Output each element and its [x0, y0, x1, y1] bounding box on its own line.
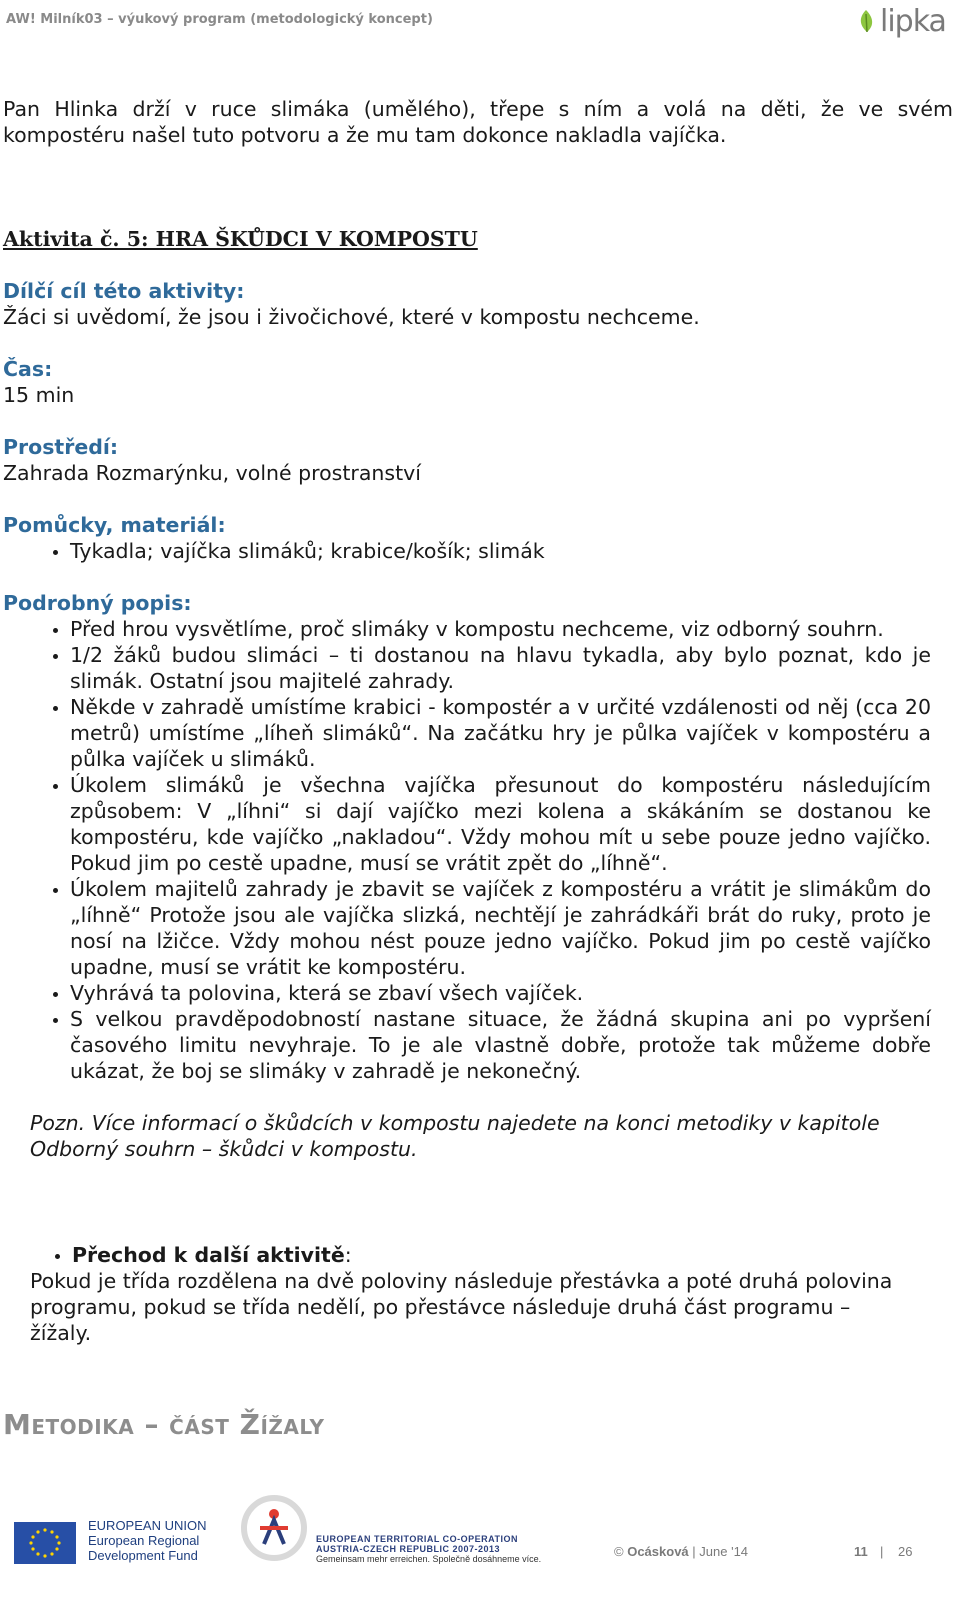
materials-label: Pomůcky, materiál:: [3, 513, 226, 537]
etc-line-1: EUROPEAN TERRITORIAL CO-OPERATION: [316, 1534, 519, 1544]
goal-text: Žáci si uvědomí, že jsou i živočichové, které v kompostu nechceme.: [3, 305, 700, 329]
lipka-logo: [852, 4, 948, 44]
environment-label: Prostředí:: [3, 435, 119, 459]
description-section: [3, 590, 953, 1084]
list-item: • Úkolem majitelů zahrady je zbavit se vajíček z kompostéru a vrátit je slimákům do „líhně“ Protože jsou ale vajíčka slizká, nechtějí je zahrádkáři brát do ruky, proto je nosí na lžičce. Vždy mohou nést pouze jedno vajíčko. Pokud jim po cestě vajíčko upadne, musí se vrátit ke kompostéru.: [70, 876, 953, 980]
page-info: [614, 1544, 948, 1559]
list-item: • Někde v zahradě umístíme krabici - kompostér a v určité vzdálenosti od něj (cca 20 metrů) umístíme „líheň slimáků“. Na začátku hry je půlka vajíček v kompostéru a půlka vajíček u slimáků.: [70, 694, 953, 772]
transition-text: Pokud je třída rozdělena na dvě poloviny následuje přestávka a poté druhá polovina programu, pokud se třída nedělí, po přestávce následuje druhá část programu – žížaly.: [30, 1269, 893, 1345]
list-item: • 1/2 žáků budou slimáci – ti dostanou na hlavu tykadla, aby bylo poznat, kdo je slimák. Ostatní jsou majitelé zahrady.: [70, 642, 953, 694]
footer-date: June '14: [699, 1544, 749, 1559]
eu-line-2: European Regional: [88, 1533, 200, 1548]
materials-section: [3, 512, 953, 564]
list-item: • Tykadla; vajíčka slimáků; krabice/košík; slimák: [70, 538, 953, 564]
cooperation-logo-icon: [234, 1484, 314, 1564]
etc-text: [316, 1534, 541, 1564]
materials-list: [3, 538, 953, 564]
page-number: 11: [854, 1544, 868, 1559]
transition-list: [3, 1242, 953, 1268]
eu-fund-text: [88, 1518, 206, 1563]
time-label: Čas:: [3, 357, 53, 381]
list-item: • Před hrou vysvětlíme, proč slimáky v kompostu nechceme, viz odborný souhrn.: [70, 616, 953, 642]
eu-line-1: EUROPEAN UNION: [88, 1518, 207, 1533]
list-item: • S velkou pravděpodobností nastane situace, že žádná skupina ani po vypršení časového limitu nevyhraje. To je ale vlastně dobře, protože tak můžeme dobře ukázat, že boj se slimáky v zahradě je nekonečný.: [70, 1006, 953, 1084]
list-item: • Vyhrává ta polovina, která se zbaví všech vajíček.: [70, 980, 953, 1006]
goal-section: [3, 278, 953, 330]
author: Ocásková: [627, 1544, 689, 1559]
transition-colon: :: [344, 1243, 352, 1267]
transition-item: [72, 1242, 953, 1268]
etc-line-3: Gemeinsam mehr erreichen. Společně dosáhneme více.: [316, 1554, 542, 1564]
copyright-symbol: ©: [614, 1544, 624, 1559]
activity-title: Aktivita č. 5: HRA ŠKŮDCI V KOMPOSTU: [3, 227, 478, 251]
eu-flag-icon: [14, 1522, 76, 1564]
page-separator: |: [880, 1544, 884, 1559]
list-item: • Úkolem slimáků je všechna vajíčka přesunout do kompostéru následujícím způsobem: V „líhni“ si dají vajíčko mezi kolena a skákáním se dostanou ke kompostéru, kde vajíčko „nakladou“. Vždy mohou mít u sebe pouze jedno vajíčko. Pokud jim po cestě upadne, musí se vrátit zpět do „líhně“.: [70, 772, 953, 876]
document-body: [3, 96, 953, 1441]
transition-label: Přechod k další aktivitě: [72, 1243, 345, 1267]
time-section: [3, 356, 953, 408]
goal-label: Dílčí cíl této aktivity:: [3, 279, 245, 303]
document-header-title: AW! Milník03 – výukový program (metodologický koncept): [6, 12, 433, 27]
environment-section: [3, 434, 953, 486]
page-total: 26: [898, 1544, 913, 1559]
eu-line-3: Development Fund: [88, 1548, 198, 1563]
footer-separator: |: [692, 1544, 696, 1559]
description-label: Podrobný popis:: [3, 591, 192, 615]
environment-text: Zahrada Rozmarýnku, volné prostranství: [3, 461, 421, 485]
etc-line-2: AUSTRIA-CZECH REPUBLIC 2007-2013: [316, 1544, 501, 1554]
transition-section: [3, 1242, 953, 1346]
note-paragraph: Pozn. Více informací o škůdcích v kompostu najedete na konci metodiky v kapitole Odborný souhrn – škůdci v kompostu.: [30, 1111, 880, 1161]
intro-paragraph: Pan Hlinka drží v ruce slimáka (umělého), třepe s ním a volá na děti, že ve svém kompostéru našel tuto potvoru a že mu tam dokonce nakladla vajíčka.: [3, 97, 953, 147]
logo-text: lipka: [880, 4, 946, 39]
page-footer: [0, 1480, 960, 1614]
leaf-icon: [854, 8, 880, 34]
description-list: [3, 616, 953, 1084]
section-heading: Metodika – část Žížaly: [3, 1408, 325, 1441]
time-text: 15 min: [3, 383, 75, 407]
